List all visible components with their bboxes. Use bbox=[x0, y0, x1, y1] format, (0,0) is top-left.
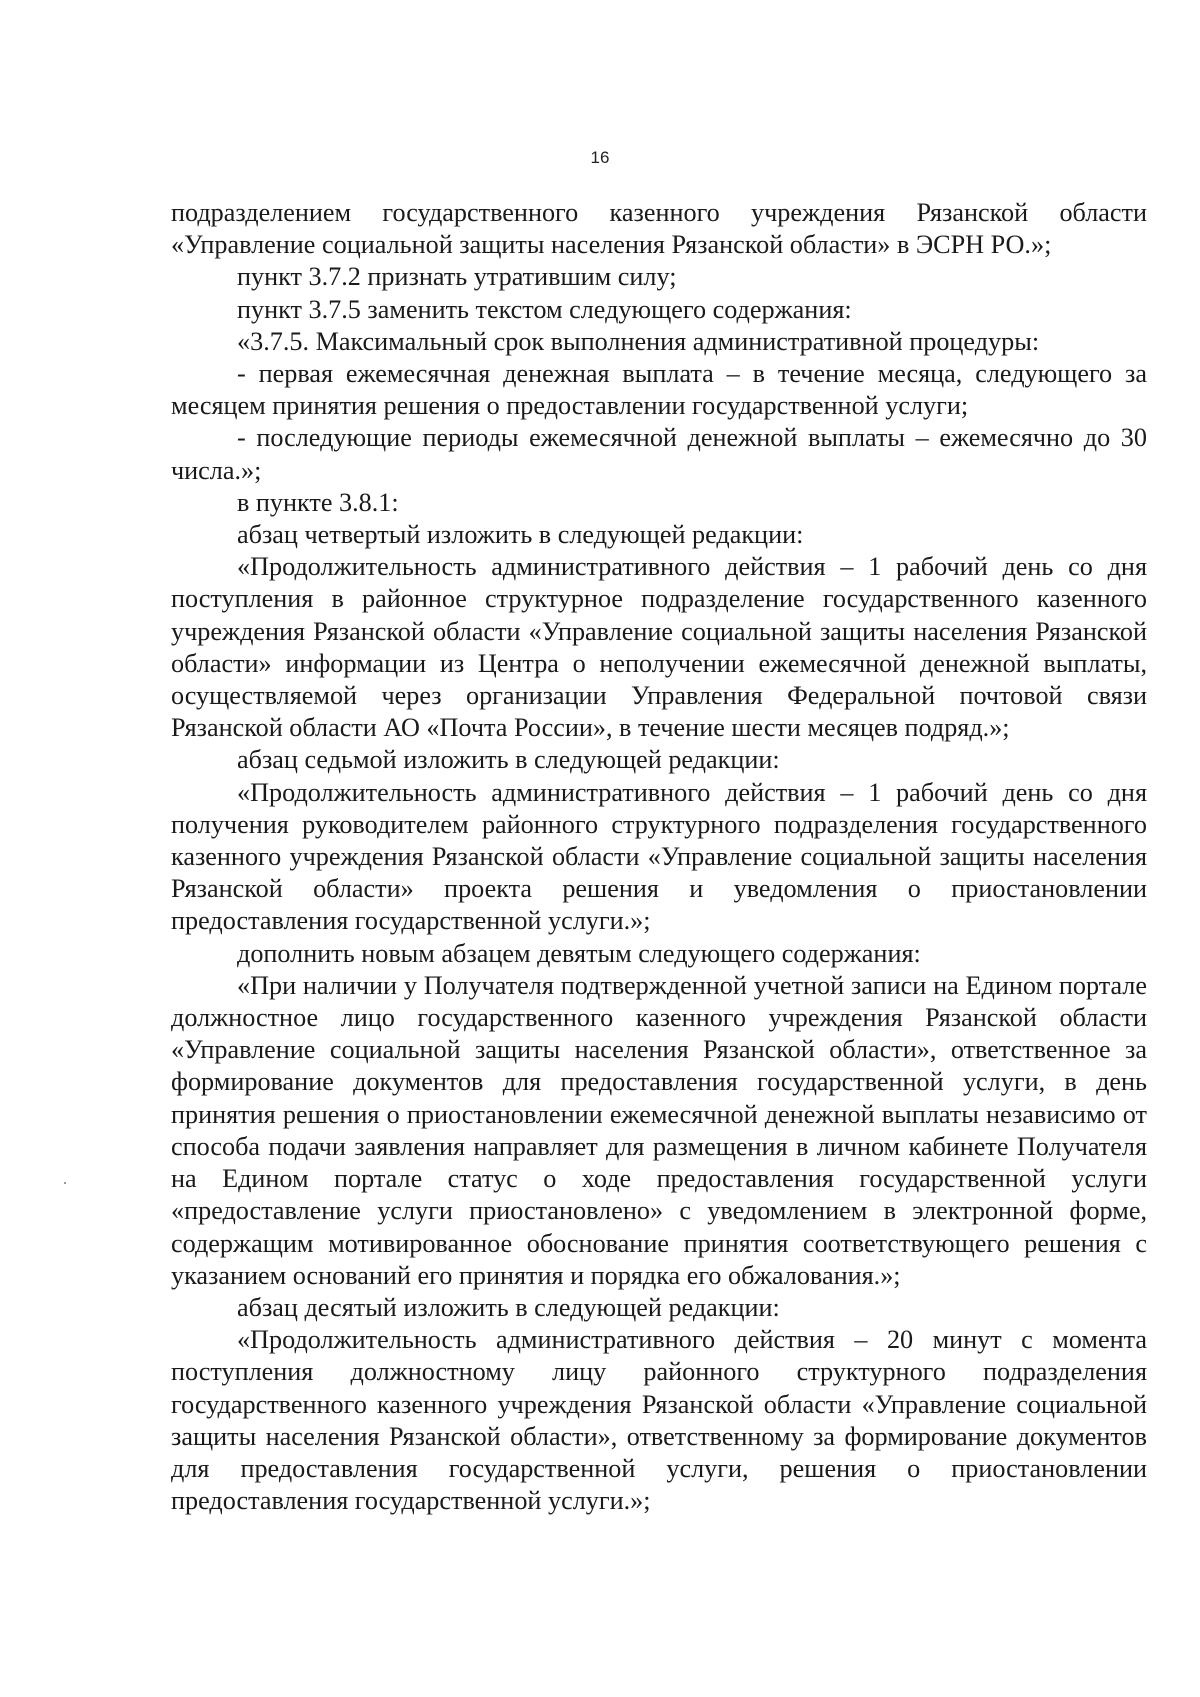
paragraph: - последующие периоды ежемесячной денежной выплаты – ежемесячно до 30 числа.»; bbox=[171, 423, 1147, 485]
paragraph: абзац десятый изложить в следующей редакции: bbox=[237, 1292, 780, 1322]
paragraph: абзац четвертый изложить в следующей редакции: bbox=[237, 520, 804, 550]
paragraph: абзац седьмой изложить в следующей редакции: bbox=[237, 745, 780, 775]
paragraph: «Продолжительность административного действия – 1 рабочий день со дня получения руководителем районного структурного подразделения государственного казенного учреждения Рязанской области «Управление социальной защиты населения Рязанской области» проекта решения и уведомления о приостановлении предоставления государственной услуги.»; bbox=[171, 777, 1147, 936]
paragraph: дополнить новым абзацем девятым следующего содержания: bbox=[237, 938, 921, 968]
paragraph: «Продолжительность административного действия – 1 рабочий день со дня поступления в районное структурное подразделение государственного казенного учреждения Рязанской области «Управление социальной защиты населения Рязанской области» информации из Центра о неполучении ежемесячной денежной выплаты, осуществляемой через организации Управления Федеральной почтовой связи Рязанской области АО «Почта России», в течение шести месяцев подряд.»; bbox=[171, 552, 1147, 743]
paragraph: пункт 3.7.2 признать утратившим силу; bbox=[237, 262, 677, 292]
page-number: 16 bbox=[590, 148, 610, 167]
paragraph: пункт 3.7.5 заменить текстом следующего содержания: bbox=[237, 294, 852, 324]
paragraph: «При наличии у Получателя подтвержденной учетной записи на Едином портале должностное лицо государственного казенного учреждения Рязанской области «Управление социальной защиты населения Рязанской области», ответственное за формирование документов для предоставления государственной услуги, в день принятия решения о приостановлении ежемесячной денежной выплаты независимо от способа подачи заявления направляет для размещения в личном кабинете Получателя на Едином портале статус о ходе предоставления государственной услуги «предоставление услуги приостановлено» с уведомлением в электронной форме, содержащим мотивированное обоснование принятия соответствующего решения с указанием оснований его принятия и порядка его обжалования.»; bbox=[171, 970, 1147, 1290]
scan-artifact bbox=[64, 1182, 66, 1184]
paragraph: - первая ежемесячная денежная выплата – в течение месяца, следующего за месяцем принятия решения о предоставлении государственной услуги; bbox=[171, 359, 1147, 421]
document-body bbox=[171, 197, 1147, 1517]
paragraph: «3.7.5. Максимальный срок выполнения административной процедуры: bbox=[237, 326, 1040, 356]
paragraph: подразделением государственного казенного учреждения Рязанской области «Управление социальной защиты населения Рязанской области» в ЭСРН РО.»; bbox=[171, 198, 1147, 260]
paragraph: «Продолжительность административного действия – 20 минут с момента поступления должностному лицу районного структурного подразделения государственного казенного учреждения Рязанской области «Управление социальной защиты населения Рязанской области», ответственному за формирование документов для предоставления государственной услуги, решения о приостановлении предоставления государственной услуги.»; bbox=[171, 1325, 1147, 1516]
paragraph: в пункте 3.8.1: bbox=[237, 487, 399, 517]
